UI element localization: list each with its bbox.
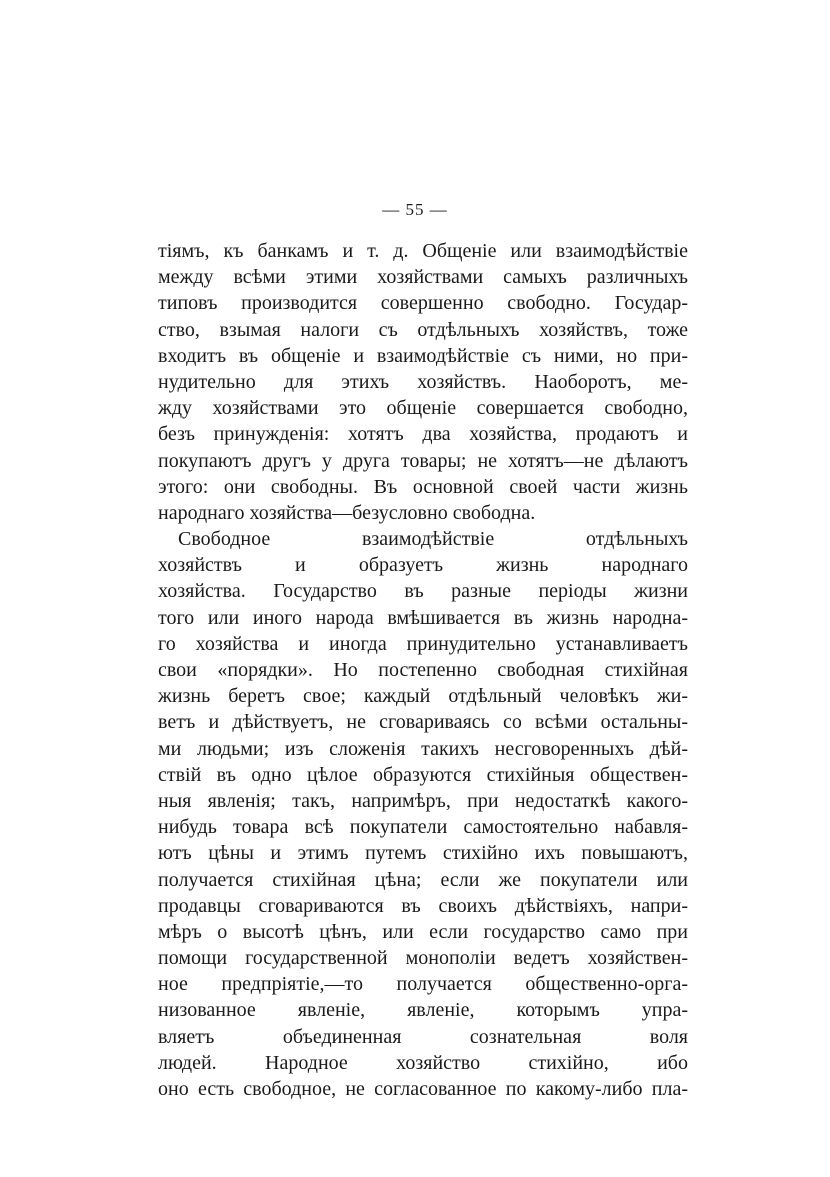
text-line: продавцы сговариваются въ своихъ дѣйствіяхъ, напри- [158, 894, 688, 917]
text-line: людей. Народное хозяйство стихійно, ибо [158, 1051, 688, 1074]
text-line: ствій въ одно цѣлое образуются стихійныя обществен- [158, 763, 688, 786]
text-line: ное предпріятіе,—то получается общественно-орга- [158, 973, 688, 996]
text-line: Свободное взаимодѣйствіе отдѣльныхъ [178, 528, 688, 551]
text-line: вляетъ объединенная сознательная воля [158, 1025, 688, 1048]
text-line: нудительно для этихъ хозяйствъ. Наоборотъ, ме- [158, 370, 688, 393]
text-line: мѣръ о высотѣ цѣнъ, или если государство само при [158, 920, 688, 943]
text-line: типовъ производится совершенно свободно. Государ- [158, 292, 688, 315]
text-line: ство, взымая налоги съ отдѣльныхъ хозяйствъ, тоже [158, 318, 688, 341]
text-line: между всѣми этими хозяйствами самыхъ различныхъ [158, 266, 688, 289]
text-line: ныя явленія; такъ, напримѣръ, при недостаткѣ какого- [158, 789, 688, 812]
text-line: нибудь товара всѣ покупатели самостоятельно набавля- [158, 816, 688, 839]
text-line: входитъ въ общеніе и взаимодѣйствіе съ ними, но при- [158, 344, 688, 367]
text-line: ми людьми; изъ сложенія такихъ несговоренныхъ дѣй- [158, 737, 688, 760]
text-line: низованное явленіе, явленіе, которымъ упра- [158, 999, 688, 1022]
text-line: свои «порядки». Но постепенно свободная стихійная [158, 659, 688, 681]
text-line: ветъ и дѣйствуетъ, не сговариваясь со всѣми остальны- [158, 711, 688, 734]
text-line: народнаго хозяйства—безусловно свободна. [158, 501, 536, 524]
text-line: тіямъ, къ банкамъ и т. д. Общеніе или взаимодѣйствіе [158, 240, 688, 262]
text-line: ютъ цѣны и этимъ путемъ стихійно ихъ повышаютъ, [158, 842, 688, 865]
body-text [158, 238, 688, 1102]
text-line: получается стихійная цѣна; если же покупатели или [158, 868, 688, 891]
text-line: оно есть свободное, не согласованное по какому-либо пла- [158, 1078, 688, 1100]
text-line: этого: они свободны. Въ основной своей части жизнь [158, 475, 688, 498]
text-line: жизнь беретъ свое; каждый отдѣльный человѣкъ жи- [158, 685, 688, 708]
text-line: того или иного народа вмѣшивается въ жизнь народна- [158, 606, 688, 629]
text-line: хозяйствъ и образуетъ жизнь народнаго [158, 554, 688, 577]
text-line: помощи государственной монополіи ведетъ хозяйствен- [158, 947, 688, 970]
text-line: безъ принужденія: хотятъ два хозяйства, продаютъ и [158, 423, 688, 446]
text-line: хозяйства. Государство въ разные періоды жизни [158, 580, 688, 603]
text-line: го хозяйства и иногда принудительно устанавливаетъ [158, 632, 688, 655]
page-number: — 55 — [382, 200, 448, 219]
text-line: жду хозяйствами это общеніе совершается свободно, [158, 397, 688, 420]
text-line: покупаютъ другъ у друга товары; не хотятъ—не дѣлаютъ [158, 449, 688, 472]
